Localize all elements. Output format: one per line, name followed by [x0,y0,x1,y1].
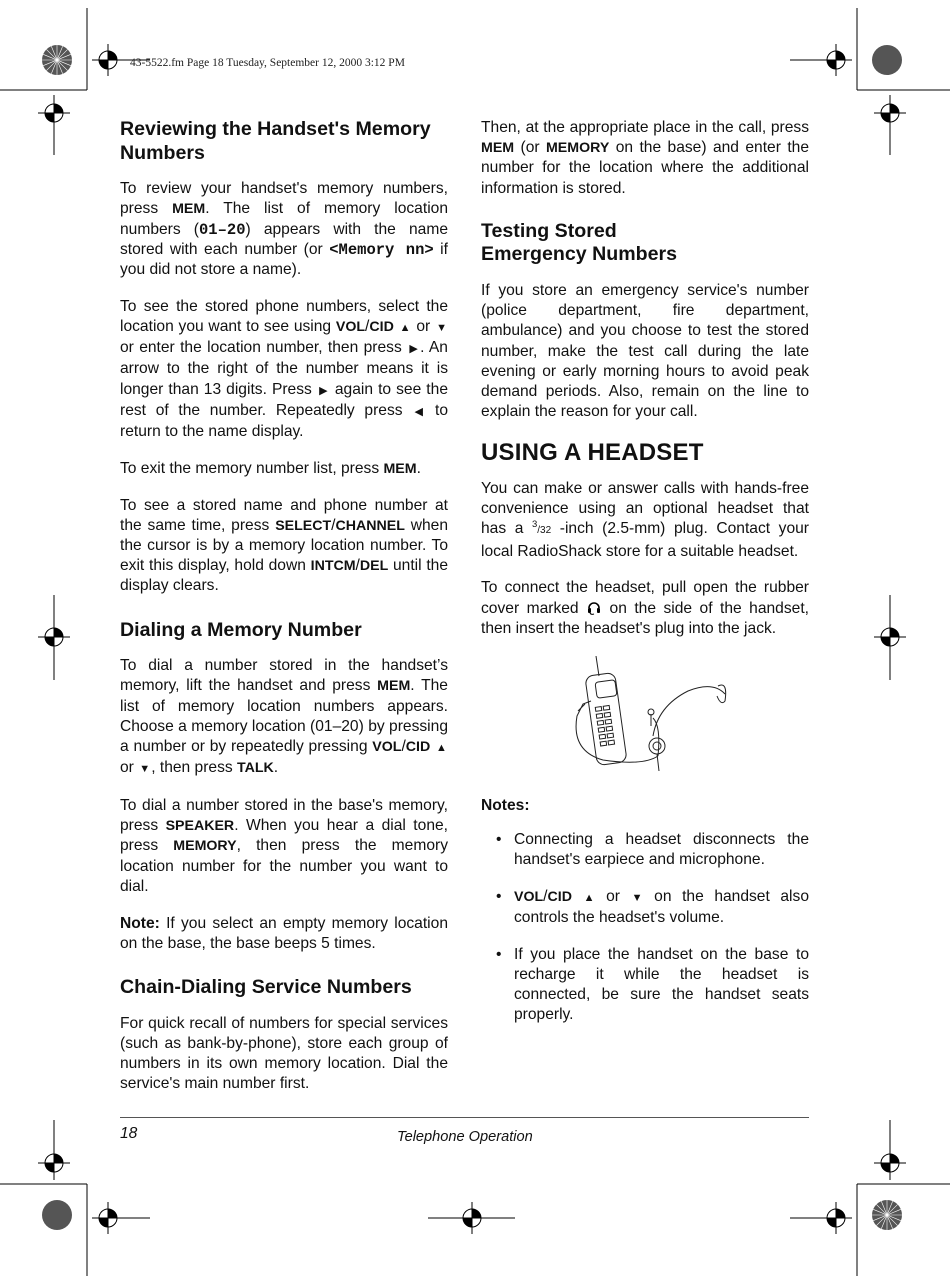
key-mem: MEM [172,201,206,218]
paragraph-then: Then, at the appropriate place in the call, press MEM (or MEMORY on the base) and enter the number for the location where the additional information is stored. [481,119,809,197]
paragraph-connect: To connect the headset, pull open the rubber cover marked on the side of the handset, then insert the headset's plug into the jack. [481,579,809,637]
paragraph-exit: To exit the memory number list, press MEM. [120,459,421,477]
down-arrow-icon: ▼ [436,322,447,334]
paragraph-dial-base: To dial a number stored in the base's memory, press SPEAKER. When you hear a dial tone, press MEMORY, then press the memory location number for the number you want to dial. [120,797,448,895]
paragraph-name-and-number: To see a stored name and phone number at the same time, press SELECT/CHANNEL when the cursor is by a memory location number. To exit this display, hold down INTCM/DEL until the display clears. [120,496,448,595]
notes-title: Notes: [481,796,530,814]
page-number: 18 [120,1125,138,1142]
heading-reviewing-memory: Reviewing the Handset's Memory Numbers [120,118,431,164]
footer-title: Telephone Operation [397,1129,533,1145]
heading-using-headset: USING A HEADSET [481,439,704,467]
paragraph-dial-handset: To dial a number stored in the handset’s memory, lift the handset and press MEM. The list of memory location numbers appears. Choose a memory location (01–20) by pressing a number or by repeatedly pressing VOL/CID ▲ or ▼, then press TALK. [120,656,448,779]
heading-testing-emergency: Testing Stored Emergency Numbers [481,219,678,266]
list-item: • Connecting a headset disconnects the handset's earpiece and microphone. [514,830,809,870]
left-arrow-icon: ◀ [414,405,424,418]
paragraph-chain: For quick recall of numbers for special services (such as bank-by-phone), store each group of numbers in its own memory location. Dial the service's main number first. [120,1014,448,1093]
right-column [481,118,809,1042]
list-item: • VOL/CID ▲ or ▼ on the handset also controls the headset's volume. [514,887,809,928]
paragraph-note: Note: If you select an empty memory location on the base, the base beeps 5 times. [120,914,448,952]
paragraph-review: To review your handset's memory numbers, press MEM. The list of memory location numbers (01–20) appears with the name stored with each number (or <Memory nn> if you did not store a name). [120,180,448,278]
up-arrow-icon: ▲ [436,742,447,755]
up-arrow-icon: ▲ [583,891,595,904]
notes-list [481,830,809,1026]
right-arrow-icon: ▶ [319,384,328,397]
up-arrow-icon: ▲ [399,322,411,334]
heading-chain-dialing: Chain-Dialing Service Numbers [120,976,412,999]
left-column [120,118,448,1111]
paragraph-see-numbers: To see the stored phone numbers, select the location you want to see using VOL/CID ▲ or ▼ or enter the location number, then press ▶ . An arrow to the right of the number means it is longer than 13 digits. Press ▶ again to see the rest of the number. Repeatedly press ◀ to return to the name display. [120,297,448,441]
down-arrow-icon: ▼ [139,763,151,776]
paragraph-emergency: If you store an emergency service's number (police department, fire department, ambulance) and you choose to test the stored number, make the test call during the late evening or early morning hours to avoid peak demand periods. Also, remain on the line to explain the reason for your call. [481,282,809,421]
footer-rule [120,1117,809,1118]
down-arrow-icon: ▼ [631,891,643,904]
print-header: 43-5522.fm Page 18 Tuesday, September 12, 2000 3:12 PM [130,57,405,69]
headset-jack-icon [586,599,602,615]
list-item: • If you place the handset on the base to recharge it while the headset is connected, be sure the handset seats properly. [514,945,809,1026]
headset-handset-illustration [563,656,733,776]
paragraph-headset: You can make or answer calls with hands-free convenience using an optional headset that has a $^3$/32 -inch (2.5-mm) plug. Contact your local RadioShack store for a suitable headset. [481,480,810,560]
right-arrow-icon: ▶ [409,343,418,356]
heading-dialing-memory: Dialing a Memory Number [120,618,362,641]
